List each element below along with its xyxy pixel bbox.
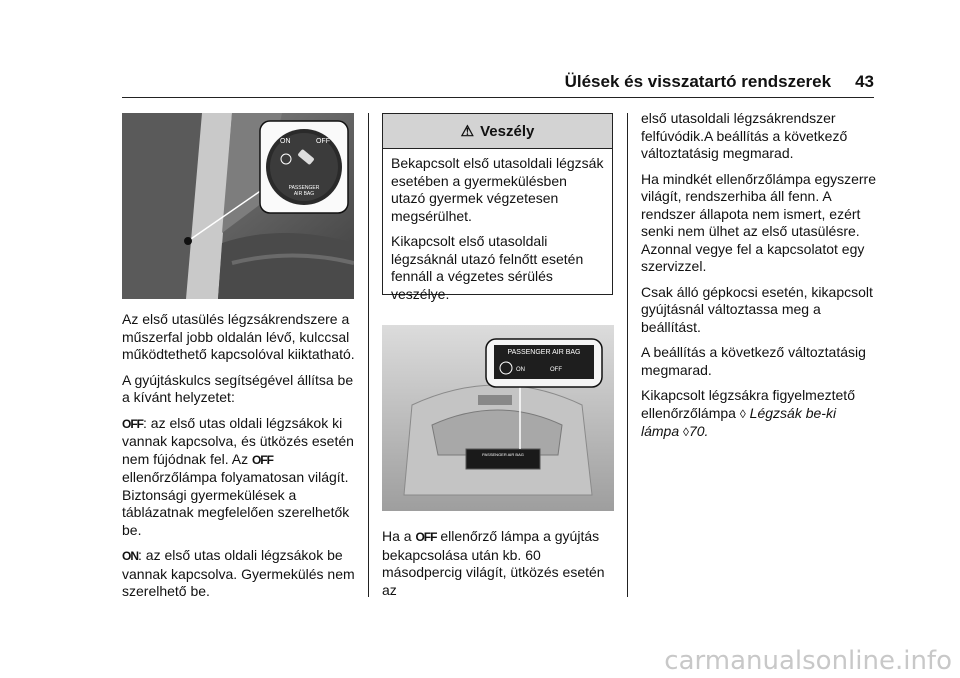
page-number: 43 bbox=[855, 72, 874, 91]
right-column bbox=[641, 110, 877, 450]
airbag-off-symbol-icon: OFF bbox=[122, 416, 143, 431]
cross-reference-link[interactable]: Légzsák be-ki lámpa bbox=[641, 404, 837, 439]
reference-diamond-icon: ◊ bbox=[683, 425, 689, 439]
column-divider-1 bbox=[368, 113, 369, 597]
right-paragraph-1: első utasoldali légzsákrendszer felfúvódik.A beállítás a következő változtatásig megmarad. bbox=[641, 110, 848, 161]
warning-title: Veszély bbox=[480, 122, 535, 140]
warning-paragraph-1: Bekapcsolt első utasoldali légzsák esetében a gyermekülésben utazó gyermek végzetesen megsérülhet. bbox=[391, 155, 604, 224]
right-paragraph-2: Ha mindkét ellenőrzőlámpa egyszerre világít, rendszerhiba áll fenn. A rendszer állapota nem ismert, ezért senki nem ülhet az első utasülésre. Azonnal vegye fel a kapcsolatot egy szervizzel. bbox=[641, 170, 876, 274]
right-paragraph-3: Csak álló gépkocsi esetén, kikapcsolt gyújtásnál változtassa meg a beállítást. bbox=[641, 283, 873, 335]
callout-title: PASSENGER AIR BAG bbox=[507, 349, 581, 356]
warning-paragraph-2: Kikapcsolt első utasoldali légzsáknál utazó felnőtt esetén fennáll a végzetes sérülés veszélye. bbox=[391, 233, 584, 302]
page-header bbox=[0, 72, 874, 92]
callout-on-label: ON bbox=[516, 367, 525, 373]
right-paragraph-4: A beállítás a következő változtatásig megmarad. bbox=[641, 344, 866, 378]
switch-airbag-label: AIR BAG bbox=[293, 191, 315, 197]
header-rule bbox=[122, 97, 874, 98]
column-divider-2 bbox=[627, 113, 628, 597]
right-paragraph-5: Kikapcsolt légzsákra figyelmeztető ellenőrzőlámpa ◊ Légzsák be-ki lámpa ◊70. bbox=[641, 387, 855, 439]
danger-warning-box bbox=[382, 113, 613, 302]
small-panel-title: PASSENGER AIR BAG bbox=[482, 452, 524, 457]
left-column bbox=[122, 311, 358, 609]
switch-passenger-label: PASSENGER bbox=[288, 185, 320, 191]
indicator-panel-photo bbox=[382, 325, 614, 511]
left-paragraph-3: OFF: az első utas oldali légzsákok ki vannak kapcsolva, és ütközés esetén nem fújódnak fel. Az OFF ellenőrzőlámpa folyamatosan világít. Biztonsági gyermekülések a táblázatnak megfelelően szerelhetők be. bbox=[122, 414, 354, 538]
callout-off-label: OFF bbox=[550, 367, 562, 373]
switch-off-label: OFF bbox=[316, 138, 330, 145]
watermark: carmanualsonline.info bbox=[664, 646, 952, 676]
middle-paragraph: Ha a OFF ellenőrző lámpa a gyújtás bekapcsolása után kb. 60 másodpercig világít, ütközés esetén az bbox=[382, 528, 605, 598]
warning-header bbox=[383, 114, 612, 149]
left-paragraph-1: Az első utasülés légzsákrendszere a műszerfal jobb oldalán lévő, kulccsal működtethető kapcsolóval kiiktatható. bbox=[122, 311, 355, 362]
warning-triangle-icon: ⚠ bbox=[460, 123, 475, 140]
airbag-off-symbol-icon: OFF bbox=[251, 452, 273, 467]
airbag-switch-photo bbox=[122, 113, 354, 299]
overhead-panel-illustration bbox=[382, 325, 614, 511]
reference-diamond-icon: ◊ bbox=[739, 406, 746, 421]
switch-on-label: ON bbox=[280, 138, 291, 145]
reference-page[interactable]: 70 bbox=[688, 423, 705, 439]
left-paragraph-2: A gyújtáskulcs segítségével állítsa be a kívánt helyzetet: bbox=[122, 371, 354, 405]
dashboard-illustration bbox=[122, 113, 354, 299]
middle-column bbox=[382, 528, 620, 607]
section-title: Ülések és visszatartó rendszerek bbox=[564, 72, 832, 91]
airbag-off-symbol-icon: OFF bbox=[415, 530, 437, 544]
left-paragraph-4: ON: az első utas oldali légzsákok be vannak kapcsolva. Gyermekülés nem szerelhető be. bbox=[122, 547, 355, 599]
airbag-on-symbol-icon: ON bbox=[122, 549, 138, 563]
